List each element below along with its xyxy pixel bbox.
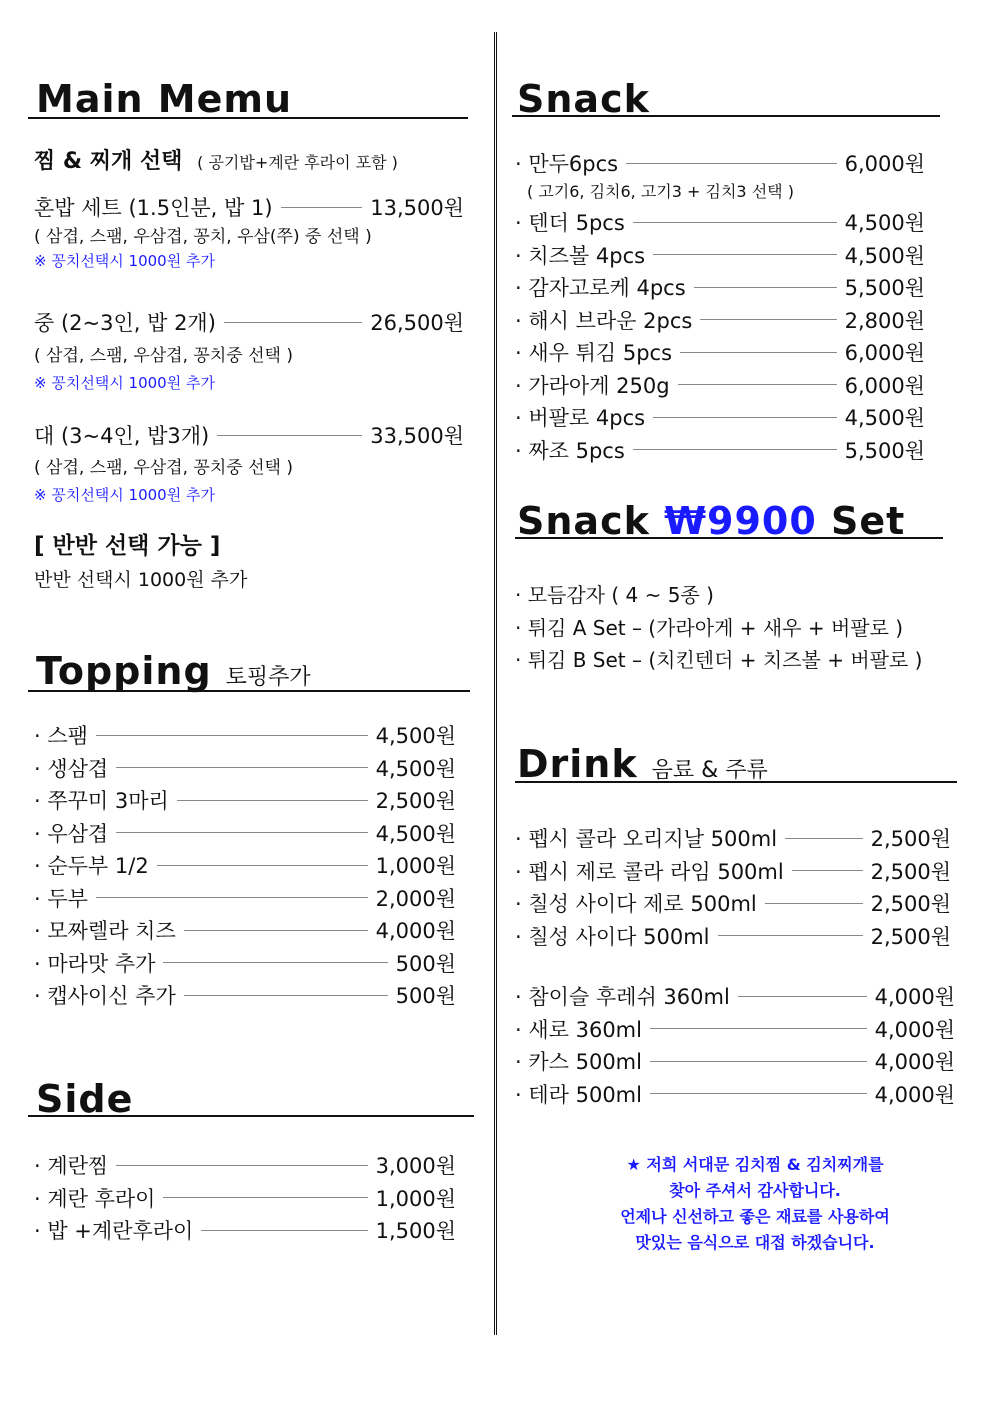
topping-rule <box>28 690 470 692</box>
leader-line <box>653 417 837 418</box>
side-title: Side <box>36 1077 134 1121</box>
drink-item <box>515 856 951 886</box>
set-item: · 튀김 B Set – (치킨텐더 + 치즈볼 + 버팔로 ) <box>515 648 923 672</box>
item-name: · 감자고로케 4pcs <box>515 276 686 300</box>
topping-item <box>34 818 456 848</box>
leader-line <box>650 1061 867 1062</box>
leader-line <box>738 996 867 997</box>
item-name: · 해시 브라운 2pcs <box>515 308 693 333</box>
leader-line <box>116 832 367 833</box>
leader-line <box>184 930 368 931</box>
snack-item <box>515 435 925 465</box>
item-price: 2,500원 <box>870 892 951 916</box>
topping-item <box>34 785 456 815</box>
snack-set-title: Snack ₩9900 Set <box>517 499 906 543</box>
item-price: 4,500원 <box>844 211 925 235</box>
thank-you-line: 맛있는 음식으로 대접 하겠습니다. <box>635 1233 875 1252</box>
side-rule <box>28 1115 474 1117</box>
snack-title: Snack <box>517 77 650 121</box>
menu-item-large: 대 (3~4인, 밥3개) 33,500원 <box>34 424 464 448</box>
item-name: · 생삼겹 <box>34 756 109 781</box>
drink-item <box>515 1046 955 1076</box>
drink-item <box>515 823 951 853</box>
item-name: · 텐더 5pcs <box>515 211 625 235</box>
leader-line <box>653 254 837 255</box>
snack-item <box>515 370 925 400</box>
item-name: · 캡사이신 추가 <box>34 984 176 1008</box>
item-price: 2,000원 <box>375 886 456 911</box>
item-price: 500원 <box>395 951 456 976</box>
leader-line <box>116 1165 367 1166</box>
menu-item-note: ※ 꽁치선택시 1000원 추가 <box>34 374 215 392</box>
snack-item <box>515 402 925 432</box>
snack-rule <box>512 115 940 117</box>
menu-item-solo-set: 혼밥 세트 (1.5인분, 밥 1) 13,500원 <box>34 196 464 220</box>
column-divider <box>494 32 497 1335</box>
snack-item-note: ( 고기6, 김치6, 고기3 + 김치3 선택 ) <box>527 182 794 201</box>
leader-line <box>633 449 837 450</box>
snack-item <box>515 207 925 237</box>
item-price: 5,500원 <box>844 276 925 300</box>
item-price: 2,500원 <box>375 789 456 813</box>
item-name: · 계란찜 <box>34 1154 109 1178</box>
item-name: · 칠성 사이다 500ml <box>515 924 710 949</box>
drink-item <box>515 981 955 1011</box>
item-price: 4,500원 <box>844 243 925 268</box>
item-price: 4,500원 <box>375 724 456 748</box>
thank-you-note <box>545 1152 965 1256</box>
item-name: · 밥 +계란후라이 <box>34 1219 194 1243</box>
half-half-title: [ 반반 선택 가능 ] <box>34 533 221 559</box>
snack-item <box>515 272 925 302</box>
item-price: 1,500원 <box>375 1219 456 1243</box>
item-name: · 계란 후라이 <box>34 1186 156 1211</box>
item-price: 2,500원 <box>870 924 951 949</box>
topping-item <box>34 980 456 1010</box>
item-price: 6,000원 <box>844 341 925 365</box>
item-price: 4,000원 <box>874 985 955 1009</box>
drink-item <box>515 921 951 951</box>
leader-line <box>650 1028 867 1029</box>
topping-item <box>34 915 456 945</box>
item-price: 1,000원 <box>375 1186 456 1211</box>
leader-line <box>163 1197 367 1198</box>
leader-line <box>116 767 367 768</box>
item-name: · 카스 500ml <box>515 1050 642 1074</box>
item-name: · 치즈볼 4pcs <box>515 243 646 268</box>
leader-line <box>633 222 837 223</box>
leader-line <box>694 287 837 288</box>
item-price: 1,000원 <box>375 854 456 878</box>
snack-item <box>515 337 925 367</box>
item-name: · 새로 360ml <box>515 1017 642 1042</box>
menu-item-desc: ( 삼겹, 스팸, 우삼겹, 꽁치, 우삼(쭈) 중 선택 ) <box>34 227 372 247</box>
leader-line <box>157 865 368 866</box>
item-name: · 스팸 <box>34 724 88 748</box>
thank-you-line: ★ 저희 서대문 김치찜 & 김치찌개를 <box>626 1155 884 1174</box>
side-item <box>34 1150 456 1180</box>
item-price: 4,000원 <box>874 1082 955 1107</box>
menu-item-desc: ( 삼겹, 스팸, 우삼겹, 꽁치중 선택 ) <box>34 458 293 478</box>
menu-item-note: ※ 꽁치선택시 1000원 추가 <box>34 486 215 504</box>
leader-line <box>700 319 836 320</box>
side-item <box>34 1183 456 1213</box>
item-name: · 새우 튀김 5pcs <box>515 341 673 365</box>
item-price: 4,000원 <box>375 919 456 943</box>
main-menu-title: Main Memu <box>36 77 292 121</box>
item-name: · 칠성 사이다 제로 500ml <box>515 892 757 916</box>
item-name: · 가라아게 250g <box>515 373 670 398</box>
topping-item <box>34 753 456 783</box>
topping-title: Topping 토핑추가 <box>36 649 311 693</box>
item-name: · 두부 <box>34 886 88 911</box>
drink-item <box>515 888 951 918</box>
topping-item <box>34 883 456 913</box>
item-price: 2,500원 <box>870 827 951 851</box>
leader-line <box>184 995 388 996</box>
leader-line <box>96 735 368 736</box>
category-heading: 찜 & 찌개 선택 ( 공기밥+계란 후라이 포함 ) <box>34 149 398 174</box>
item-name: · 참이슬 후레쉬 360ml <box>515 985 730 1009</box>
item-price: 4,000원 <box>874 1050 955 1074</box>
leader-line <box>177 800 368 801</box>
leader-line <box>201 1230 367 1231</box>
leader-line <box>785 838 863 839</box>
side-item <box>34 1215 456 1245</box>
menu-item-medium: 중 (2~3인, 밥 2개) 26,500원 <box>34 311 464 335</box>
drink-item <box>515 1014 955 1044</box>
topping-item <box>34 720 456 750</box>
drink-item <box>515 1079 955 1109</box>
item-price: 4,500원 <box>844 406 925 430</box>
leader-line <box>765 903 863 904</box>
item-price: 6,000원 <box>844 373 925 398</box>
menu-item-note: ※ 꽁치선택시 1000원 추가 <box>34 252 215 270</box>
leader-line <box>718 935 863 936</box>
drink-title: Drink 음료 & 주류 <box>517 742 768 786</box>
thank-you-line: 찾아 주셔서 감사합니다. <box>669 1181 841 1200</box>
item-name: · 테라 500ml <box>515 1082 642 1107</box>
leader-line <box>163 962 387 963</box>
item-name: · 펩시 콜라 오리지날 500ml <box>515 827 778 851</box>
item-price: 500원 <box>395 984 456 1008</box>
leader-line <box>680 352 837 353</box>
item-price: 3,000원 <box>375 1154 456 1178</box>
main-menu-rule <box>28 117 468 119</box>
topping-item <box>34 850 456 880</box>
item-name: · 버팔로 4pcs <box>515 406 646 430</box>
item-price: 5,500원 <box>844 438 925 463</box>
item-price: 2,800원 <box>844 308 925 333</box>
drink-rule <box>515 781 957 783</box>
item-price: 4,000원 <box>874 1017 955 1042</box>
leader-line <box>792 870 863 871</box>
snack-set-rule <box>515 537 943 539</box>
item-name: · 쭈꾸미 3마리 <box>34 789 169 813</box>
item-price: 2,500원 <box>870 859 951 884</box>
item-name: · 펩시 제로 콜라 라임 500ml <box>515 859 784 884</box>
topping-item <box>34 948 456 978</box>
item-name: · 짜조 5pcs <box>515 438 625 463</box>
item-name: · 모짜렐라 치즈 <box>34 919 176 943</box>
snack-item <box>515 305 925 335</box>
snack-item-dumpling: · 만두6pcs 6,000원 <box>515 152 925 176</box>
set-item: · 튀김 A Set – (가라아게 + 새우 + 버팔로 ) <box>515 615 904 640</box>
thank-you-line: 언제나 신선하고 좋은 재료를 사용하여 <box>620 1207 890 1226</box>
item-price: 4,500원 <box>375 821 456 846</box>
leader-line <box>96 897 368 898</box>
item-name: · 순두부 1/2 <box>34 854 149 878</box>
snack-item <box>515 240 925 270</box>
leader-line <box>678 384 837 385</box>
menu-item-desc: ( 삼겹, 스팸, 우삼겹, 꽁치중 선택 ) <box>34 346 293 366</box>
half-half-desc: 반반 선택시 1000원 추가 <box>34 569 248 591</box>
item-price: 4,500원 <box>375 756 456 781</box>
item-name: · 우삼겹 <box>34 821 109 846</box>
item-name: · 마라맛 추가 <box>34 951 156 976</box>
leader-line <box>650 1093 867 1094</box>
set-item: · 모듬감자 ( 4 ~ 5종 ) <box>515 583 714 607</box>
